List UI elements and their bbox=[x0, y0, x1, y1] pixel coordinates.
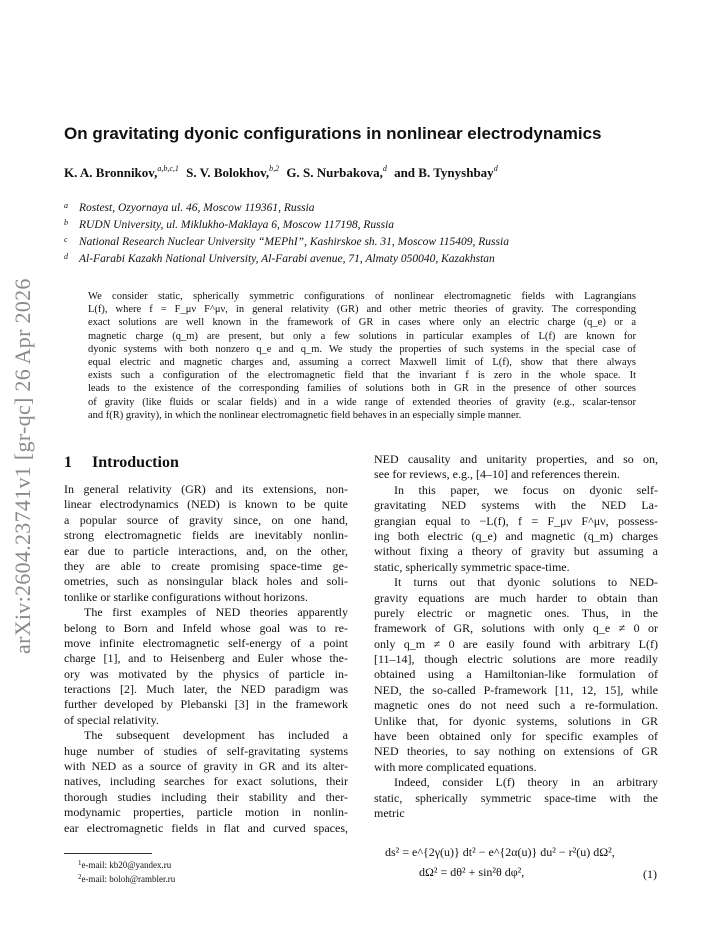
text-line: framework of GR, solutions with only q_e ≠ 0 or bbox=[374, 621, 658, 636]
section-heading bbox=[64, 452, 348, 482]
text-line: metric bbox=[374, 805, 405, 820]
author-list bbox=[64, 164, 664, 181]
text-line: purely electric or magnetic ones. Thus, in the bbox=[374, 605, 658, 620]
text-line: [11–14], though electric solutions are more readily bbox=[374, 652, 658, 667]
abstract-line: exact solutions are well known in the framework of GR in cases where only an electric charge (q_e) or a bbox=[88, 317, 636, 329]
author-affil-marks: d bbox=[493, 164, 498, 173]
body-paragraph bbox=[64, 605, 348, 728]
abstract-line: magnetic charge (q_m) are present, but only a few solutions in particular examples of L(f) are known for bbox=[88, 330, 636, 342]
affiliation-text: Al-Farabi Kazakh National University, Al-Farabi avenue, 71, Almaty 050040, Kazakhstan bbox=[79, 253, 495, 265]
abstract-line: We consider static, spherically symmetric configurations of nonlinear electromagnetic fields with Lagrangians bbox=[88, 291, 636, 302]
text-line: ometries, such as nonsingular black holes and soli- bbox=[64, 574, 348, 589]
body-paragraph bbox=[374, 452, 658, 483]
body-paragraph bbox=[64, 482, 348, 605]
text-line: gravity equations are much harder to obtain than bbox=[374, 590, 658, 605]
body-paragraph bbox=[374, 575, 658, 775]
text-line: ear due to particle interactions, and, on the other, bbox=[64, 543, 348, 558]
author-affil-marks: b,2 bbox=[269, 164, 280, 173]
text-line: see for reviews, e.g., [4–10] and references therein. bbox=[374, 467, 620, 482]
text-line: ing both electric (q_e) and magnetic (q_m) charges bbox=[374, 528, 658, 543]
author-name: S. V. Bolokhov, bbox=[186, 165, 270, 180]
text-line: strong electromagnetic fields are inevitably nonlin- bbox=[64, 528, 348, 543]
equation-number: (1) bbox=[643, 867, 657, 881]
abstract-line: equal electric and magnetic charges and, assuming a correct Maxwell limit of L(f), show that there always bbox=[88, 357, 636, 369]
equation-line bbox=[385, 842, 665, 862]
text-line: belong to Born and Infeld whose goal was to re- bbox=[64, 620, 348, 635]
text-line: natives, including searches for exact solutions, their bbox=[64, 774, 348, 789]
text-line: modynamic properties, particle motion in nonlin- bbox=[64, 805, 348, 820]
author-name: G. S. Nurbakova, bbox=[286, 165, 383, 180]
left-column bbox=[64, 452, 348, 836]
text-line: they are able to create promising space-time ge- bbox=[64, 558, 348, 573]
author-affil-marks: a,b,c,1 bbox=[157, 164, 179, 173]
affiliation-mark: a bbox=[64, 201, 68, 210]
footnote-mark: 2 bbox=[78, 873, 82, 881]
body-paragraph bbox=[64, 728, 348, 836]
abstract-line: exists such a configuration of the electromagnetic field that the invariant f is zero in the whole space. It bbox=[88, 370, 636, 382]
footnote-divider bbox=[64, 853, 152, 854]
text-line: thorough studies including their stability and ther- bbox=[64, 789, 348, 804]
text-line: In general relativity (GR) and its extensions, non- bbox=[64, 482, 348, 496]
author-affil-marks: d bbox=[382, 164, 387, 173]
abstract-line: of gravity (like fluids or scalar fields) and in a wide range of extended theories of gravity (e.g., scalar-tensor bbox=[88, 396, 636, 408]
affiliation-text: RUDN University, ul. Miklukho-Maklaya 6, Moscow 117198, Russia bbox=[79, 219, 395, 231]
text-line: NED theories, to say nothing on extensions of GR bbox=[374, 744, 658, 759]
equation-line bbox=[385, 862, 665, 882]
text-line: without fixing a theory of gravity but assuming a bbox=[374, 544, 658, 559]
text-line: static, spherically symmetric space-time. bbox=[374, 559, 570, 574]
text-line: ear electromagnetic fields in flat and curved spaces, bbox=[64, 820, 348, 835]
equation-line-1: ds² = e^{2γ(u)} dt² − e^{2α(u)} du² − r²(u) dΩ², bbox=[385, 845, 615, 859]
abstract-line: L(f), where f = F_μν F^μν, in general relativity (GR) and other metric theories of gravity. The corresponding bbox=[88, 304, 636, 316]
text-line: linear electrodynamics (NED) is known to be quite bbox=[64, 497, 348, 512]
section-title: Introduction bbox=[92, 454, 179, 471]
affiliation-list bbox=[64, 200, 664, 268]
author-name: and B. Tynyshbay bbox=[394, 165, 494, 180]
affiliation-item bbox=[64, 200, 664, 217]
text-line: The subsequent development has included a bbox=[84, 728, 348, 743]
paper-title: On gravitating dyonic configurations in nonlinear electrodynamics bbox=[64, 124, 602, 143]
body-paragraph bbox=[374, 483, 658, 575]
abstract bbox=[88, 290, 636, 422]
equation-line-2: dΩ² = dθ² + sin²θ dφ², bbox=[419, 865, 525, 879]
text-line: huge number of studies of self-gravitating systems bbox=[64, 743, 348, 758]
text-line: static, spherically symmetric space-time with the bbox=[374, 790, 658, 805]
text-line: with more complicated equations. bbox=[374, 759, 537, 774]
footnote-text: e-mail: boloh@rambler.ru bbox=[81, 874, 176, 884]
footnotes bbox=[78, 857, 175, 885]
affiliation-text: Rostest, Ozyornaya ul. 46, Moscow 119361, Russia bbox=[79, 202, 315, 214]
text-line: The first examples of NED theories apparently bbox=[84, 605, 348, 620]
affiliation-item bbox=[64, 217, 664, 234]
footnote-text: e-mail: kb20@yandex.ru bbox=[81, 860, 172, 870]
abstract-line: and f(R) gravity), in which the nonlinear electromagnetic field behaves in an especially simple manner. bbox=[88, 409, 522, 421]
text-line: ory was motivated by the physics of particle in- bbox=[64, 666, 348, 681]
text-line: gravitating NED systems with the NED La- bbox=[374, 498, 658, 513]
footnote-item bbox=[78, 871, 175, 885]
metric-equation bbox=[385, 842, 665, 882]
text-line: charge [1], and to Heisenberg and Euler whose the- bbox=[64, 651, 348, 666]
text-line: of special relativity. bbox=[64, 712, 159, 727]
text-line: move infinite electromagnetic self-energy of a point bbox=[64, 635, 348, 650]
footnote-item bbox=[78, 857, 175, 871]
text-line: Indeed, consider L(f) theory in an arbitrary bbox=[394, 775, 658, 790]
body-paragraph bbox=[374, 775, 658, 821]
text-line: grangian equal to −L(f), f = F_μν F^μν, possess- bbox=[374, 513, 658, 528]
affiliation-mark: c bbox=[64, 235, 68, 244]
text-line: have been obtained only for specific examples of bbox=[374, 729, 658, 744]
affiliation-item bbox=[64, 251, 664, 268]
text-line: In this paper, we focus on dyonic self- bbox=[394, 482, 658, 497]
text-line: further developed by Plebanski [3] in the framework bbox=[64, 697, 348, 712]
text-line: NED causality and unitarity properties, and so on, bbox=[374, 452, 658, 466]
text-line: It turns out that dyonic solutions to NED- bbox=[394, 575, 658, 590]
text-line: with NED as a source of gravity in GR and its alter- bbox=[64, 759, 348, 774]
text-line: only q_m ≠ 0 are easily found with arbitrary L(f) bbox=[374, 636, 658, 651]
text-line: teractions [2]. Much later, the NED paradigm was bbox=[64, 682, 348, 697]
affiliation-item bbox=[64, 234, 664, 251]
affiliation-text: National Research Nuclear University “MEPhI”, Kashirskoe sh. 31, Moscow 115409, Russia bbox=[79, 236, 509, 248]
right-column bbox=[374, 452, 658, 821]
text-line: obtained using a Hamiltonian-like formulation of bbox=[374, 667, 658, 682]
abstract-line: leads to the existence of the corresponding families of solutions both in GR in the presence of other sources bbox=[88, 383, 636, 395]
affiliation-mark: d bbox=[64, 252, 68, 261]
author-name: K. A. Bronnikov, bbox=[64, 165, 158, 180]
affiliation-mark: b bbox=[64, 218, 68, 227]
abstract-line: dyonic systems with both nonzero q_e and q_m. We study the properties of such systems in the special case of bbox=[88, 343, 636, 355]
section-number: 1 bbox=[64, 454, 72, 471]
text-line: NED, the so-called P-framework [11, 12, 15], while bbox=[374, 682, 658, 697]
text-line: a popular source of gravity since, on one hand, bbox=[64, 512, 348, 527]
text-line: tonlike or starlike configurations without horizons. bbox=[64, 589, 308, 604]
footnote-mark: 1 bbox=[78, 859, 82, 867]
text-line: Unlike that, for dyonic systems, solutions in GR bbox=[374, 713, 658, 728]
text-line: magnetic ones do not need such a re-formulation. bbox=[374, 698, 658, 713]
arxiv-identifier: arXiv:2604.23741v1 [gr-qc] 26 Apr 2026 bbox=[10, 278, 35, 654]
